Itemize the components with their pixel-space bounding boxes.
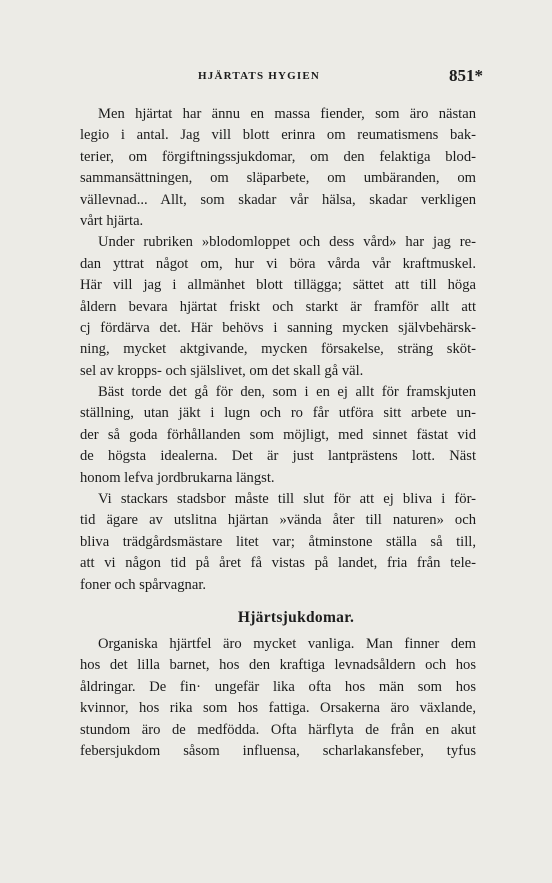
- page-header: [0, 66, 552, 88]
- text-line: Under rubriken »blodomloppet och dess vård» har jag re-: [98, 234, 476, 251]
- text-line: åldern bevara hjärtat friskt och starkt är framför allt att: [80, 298, 476, 315]
- text-line: Men hjärtat har ännu en massa fiender, som äro nästan: [98, 106, 476, 122]
- text-line: Vi stackars stadsbor måste till slut för att ej bliva i för-: [98, 491, 476, 508]
- body-text: [80, 104, 476, 762]
- page-number: 851*: [449, 66, 483, 85]
- text-line: kvinnor, hos rika som hos fattiga. Orsakerna äro växlande,: [80, 700, 476, 717]
- text-line: legio i antal. Jag vill blott erinra om reumatismens bak-: [80, 127, 476, 144]
- text-line: vällevnad... Allt, som skadar vår hälsa, skadar verkligen: [80, 191, 476, 208]
- text-line: bliva trädgårdsmästare litet var; åtminstone ställa så till,: [80, 533, 476, 550]
- text-line: Bäst torde det gå för den, som i en ej allt för framskjuten: [98, 384, 476, 401]
- text-section-upper: [80, 104, 476, 596]
- section-heading: Hjärtsjukdomar.: [237, 608, 355, 626]
- running-head: HJÄRTATS HYGIEN: [198, 70, 321, 82]
- text-line: hos det lilla barnet, hos den kraftiga levnadsåldern och hos: [80, 657, 476, 674]
- text-line: honom lefva jordbrukarna längst.: [80, 469, 275, 486]
- text-section-lower: [80, 634, 476, 762]
- text-line: tid ägare av utslitna hjärtan »vända åter till naturen» och: [80, 512, 476, 529]
- text-line: att vi någon tid på året få vistas på landet, fria från tele-: [80, 555, 476, 572]
- text-line: cj fördärva det. Här behövs i sanning mycken självbehärsk-: [80, 319, 476, 336]
- text-line: åldringar. De fin· ungefär lika ofta hos män som hos: [80, 678, 476, 695]
- text-line: ning, mycket aktgivande, mycken försakelse, sträng sköt-: [80, 341, 476, 358]
- text-line: de högsta idealerna. Det är just lantprästens lott. Näst: [80, 448, 476, 465]
- text-line: der så goda förhållanden som möjligt, med sinnet fästat vid: [80, 426, 476, 443]
- text-line: vårt hjärta.: [80, 212, 144, 229]
- text-line: sel av kropps- och själslivet, om det skall gå väl.: [80, 362, 364, 379]
- text-line: febersjukdom såsom influensa, scharlakansfeber, tyfus: [80, 742, 476, 759]
- text-line: dan yttrat något om, hur vi böra vårda vår kraftmuskel.: [80, 255, 476, 272]
- text-line: foner och spårvagnar.: [80, 576, 207, 593]
- text-line: sammansättningen, om släparbete, om umbäranden, om: [80, 170, 476, 187]
- text-line: Organiska hjärtfel äro mycket vanliga. Man finner dem: [98, 635, 476, 652]
- text-line: stundom äro de medfödda. Ofta härflyta de från en akut: [80, 721, 476, 738]
- text-line: Här vill jag i allmänhet blott tillägga; sättet att till höga: [80, 277, 476, 294]
- text-line: terier, om förgiftningssjukdomar, om den felaktiga blod-: [80, 148, 476, 165]
- text-line: ställning, utan jäkt i lugn och ro får utföra sitt arbete un-: [80, 405, 476, 422]
